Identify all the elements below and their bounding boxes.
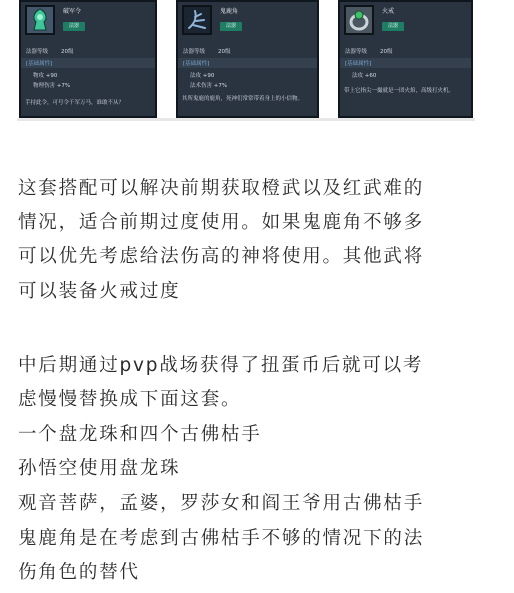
item-type-badge: 法器 xyxy=(220,22,242,31)
article-line: 观音菩萨，孟婆，罗莎女和阎王爷用古佛枯手 xyxy=(18,493,425,514)
stat-line: 法攻 +90 xyxy=(190,73,215,79)
fire-ring-icon xyxy=(347,8,371,32)
attribute-title: [基础属性] xyxy=(26,61,53,67)
deer-antler-icon xyxy=(185,8,209,32)
attribute-title: [基础属性] xyxy=(183,61,210,67)
attribute-header xyxy=(178,58,317,68)
level-label: 法器等级 xyxy=(183,49,206,55)
item-icon-frame xyxy=(182,5,212,35)
jade-token-icon xyxy=(29,8,51,32)
article-line: 虑慢慢替换成下面这套。 xyxy=(18,389,242,410)
level-value: 20级 xyxy=(61,49,74,55)
article-line: 这套搭配可以解决前期获取橙武以及红武难的 xyxy=(18,178,425,199)
item-description: 带上它指尖一撮就是一团火焰，高级打火机。 xyxy=(344,88,455,94)
article-line: 可以装备火戒过度 xyxy=(18,281,181,302)
attribute-header xyxy=(340,58,471,68)
attribute-header xyxy=(21,58,155,68)
item-description: 手持此令，可号令千军万马，谁敢不从？ xyxy=(25,100,125,106)
item-card-strip xyxy=(0,0,514,132)
item-card-guiluojiao[interactable] xyxy=(176,0,319,118)
stat-line: 法术伤害 +7% xyxy=(190,83,228,89)
article-line: 一个盘龙珠和四个古佛枯手 xyxy=(18,424,262,445)
strip-shadow xyxy=(17,118,475,121)
item-icon-frame xyxy=(25,5,55,35)
item-type-badge: 法器 xyxy=(382,22,404,31)
stat-line: 物理伤害 +7% xyxy=(33,83,71,89)
item-card-pojunling[interactable] xyxy=(19,0,157,118)
level-label: 法器等级 xyxy=(345,49,368,55)
item-name: 火戒 xyxy=(382,8,395,15)
article-line: 可以优先考虑给法伤高的神将使用。其他武将 xyxy=(18,246,425,267)
item-icon-frame xyxy=(344,5,374,35)
attribute-title: [基础属性] xyxy=(345,61,372,67)
article-line: 情况，适合前期过度使用。如果鬼鹿角不够多 xyxy=(18,212,425,233)
item-card-huojie[interactable] xyxy=(338,0,473,118)
article-line: 中后期通过pvp战场获得了扭蛋币后就可以考 xyxy=(18,355,424,376)
level-label: 法器等级 xyxy=(26,49,49,55)
level-value: 20级 xyxy=(380,49,393,55)
level-value: 20级 xyxy=(218,49,231,55)
article-line: 鬼鹿角是在考虑到古佛枯手不够的情况下的法 xyxy=(18,528,425,549)
item-type-badge: 法器 xyxy=(63,22,85,31)
stat-line: 法攻 +60 xyxy=(352,73,377,79)
item-description: 其所鬼鹿的鹿角，死神们常常带着身上的小信物。 xyxy=(182,96,304,102)
article-line: 伤角色的替代 xyxy=(18,562,140,583)
stat-line: 物攻 +90 xyxy=(33,73,58,79)
item-name: 破军令 xyxy=(63,8,82,15)
item-name: 鬼鹿角 xyxy=(220,8,239,15)
article-line: 孙悟空使用盘龙珠 xyxy=(18,458,181,479)
